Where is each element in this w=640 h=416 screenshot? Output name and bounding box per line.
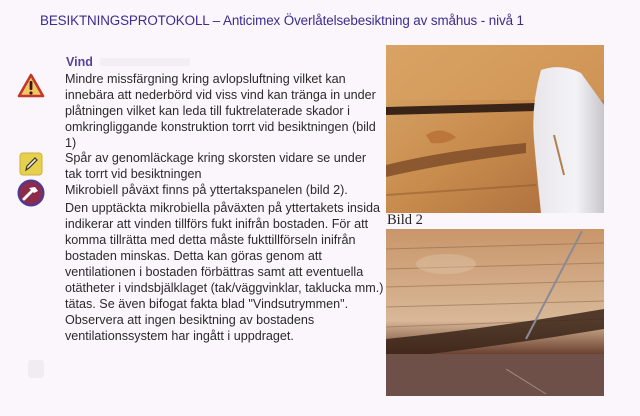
photo-caption-bild-2: Bild 2 bbox=[387, 212, 423, 228]
section-heading: Vind bbox=[66, 55, 93, 69]
photo-bild-2 bbox=[386, 229, 604, 396]
hammer-action-icon bbox=[17, 179, 45, 207]
photo-bild-1 bbox=[386, 45, 604, 213]
item-text-1: Mindre missfärgning kring avlopsluftning vilket kan innebära att nederbörd vid viss vind kan tränga in under plåtningen vilket kan leda till fuktrelaterade skador i omkringliggande konstruktion torrt vid besiktningen (bild 1) bbox=[65, 72, 376, 150]
pencil-note-icon bbox=[19, 152, 43, 176]
bleed-through-text bbox=[100, 58, 190, 66]
document-header: BESIKTNINGSPROTOKOLL – Anticimex Överlåtelsebesiktning av småhus - nivå 1 bbox=[40, 13, 524, 28]
item-text-3: Mikrobiell påväxt finns på yttertakspanelen (bild 2). bbox=[65, 183, 348, 197]
item-text-2: Spår av genomläckage kring skorsten vidare se under tak torrt vid besiktningen bbox=[65, 151, 367, 181]
item-text-4: Den upptäckta mikrobiella påväxten på yttertakets insida indikerar att vinden tillförs fukt inifrån bostaden. För att komma tillrätta med detta måste fukttillförseln inifrån bostaden minskas. Detta kan göras genom att ventilationen i bostaden förbättras samt att eventuella otätheter i vindsbjälklaget (tak/väggvinklar, taklucka mm.) tätas. Se även bifogat fakta blad "Vindsutrymmen". Observera att ingen besiktning av bostadens ventilationssystem har ingått i uppdraget. bbox=[65, 201, 384, 343]
warning-icon bbox=[17, 73, 45, 99]
bleed-through-icon bbox=[28, 360, 44, 378]
